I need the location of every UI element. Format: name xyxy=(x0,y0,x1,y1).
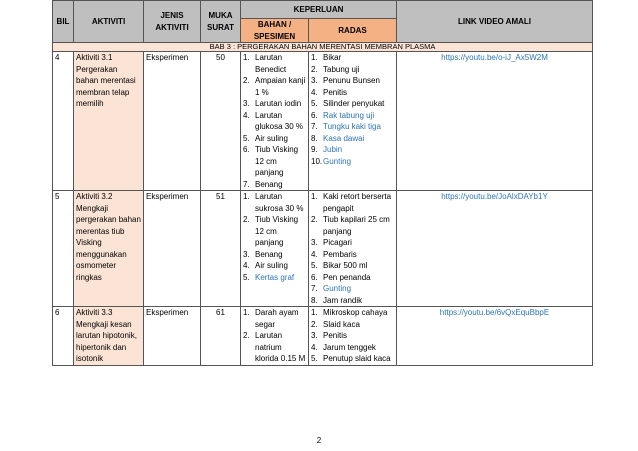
radas-list xyxy=(311,52,394,167)
list-item-number: 3. xyxy=(311,331,318,340)
list-item xyxy=(311,75,394,87)
list-item-number: 5. xyxy=(243,133,250,143)
list-item xyxy=(311,342,394,354)
row-bahan xyxy=(241,307,309,366)
row-jenis: Eksperimen xyxy=(144,307,201,366)
radas-list xyxy=(311,191,394,306)
list-item-text: Kaki retort berserta pengapit xyxy=(323,192,392,213)
list-item-number: 2. xyxy=(311,215,318,224)
list-item-number: 2. xyxy=(243,76,250,85)
list-item-text: Bikar 500 ml xyxy=(323,261,368,270)
row-muka: 61 xyxy=(201,307,241,366)
activities-table xyxy=(52,0,593,366)
bahan-list xyxy=(243,191,306,283)
bahan-list xyxy=(243,52,306,190)
list-item xyxy=(311,307,394,319)
list-item xyxy=(311,237,394,249)
list-item xyxy=(243,110,306,133)
list-item-text: Slaid kaca xyxy=(323,319,360,329)
list-item-text: Silinder penyukat xyxy=(323,99,385,108)
header-link: LINK VIDEO AMALI xyxy=(397,1,593,43)
list-item xyxy=(243,260,306,272)
list-item xyxy=(243,191,306,214)
list-item-text: Bikar xyxy=(323,53,342,62)
list-item xyxy=(243,272,306,284)
list-item-text: Larutan Benedict xyxy=(255,53,287,74)
list-item-text: Jam randik xyxy=(323,295,363,305)
list-item-text: Tiub Visking 12 cm panjang xyxy=(255,145,299,177)
row-bahan xyxy=(241,191,309,307)
list-item-number: 1. xyxy=(311,308,318,317)
list-item xyxy=(311,144,394,156)
list-item xyxy=(243,133,306,145)
list-item-number: 1. xyxy=(243,308,250,317)
list-item-number: 7. xyxy=(243,179,250,189)
list-item-text: Gunting xyxy=(323,156,352,166)
header-radas: RADAS xyxy=(309,19,397,43)
header-jenis: JENIS AKTIVITI xyxy=(144,1,201,43)
list-item-number: 2. xyxy=(243,215,250,224)
list-item xyxy=(311,121,394,133)
row-aktiviti: Aktiviti 3.1 Pergerakan bahan merentasi membran telap memilih xyxy=(74,52,144,191)
row-bil: 5 xyxy=(53,191,74,307)
list-item-number: 6. xyxy=(311,272,318,282)
list-item-text: Kasa dawai xyxy=(323,133,365,143)
list-item-text: Air suling xyxy=(255,133,288,143)
list-item-number: 7. xyxy=(311,122,318,131)
list-item-text: Tiub Visking 12 cm panjang xyxy=(255,215,299,247)
list-item-text: Larutan glukosa 30 % xyxy=(255,110,304,131)
list-item xyxy=(311,249,394,261)
list-item xyxy=(311,283,394,295)
list-item-number: 5. xyxy=(243,272,250,282)
list-item-text: Ampaian kanji 1 % xyxy=(255,76,306,97)
list-item-text: Penutup slaid kaca xyxy=(323,354,391,363)
row-muka: 51 xyxy=(201,191,241,307)
radas-list xyxy=(311,307,394,365)
list-item xyxy=(311,110,394,122)
list-item-number: 8. xyxy=(311,295,318,305)
row-jenis: Eksperimen xyxy=(144,52,201,191)
list-item xyxy=(311,353,394,365)
row-link-cell xyxy=(397,307,593,366)
list-item xyxy=(243,75,306,98)
list-item-text: Benang xyxy=(255,249,283,259)
row-bil: 6 xyxy=(53,307,74,366)
list-item-text: Gunting xyxy=(323,284,352,293)
list-item-number: 5. xyxy=(311,354,318,363)
row-bil: 4 xyxy=(53,52,74,191)
list-item xyxy=(243,144,306,179)
header-bahan: BAHAN / SPESIMEN xyxy=(241,19,309,43)
list-item xyxy=(311,272,394,284)
page-number: 2 xyxy=(316,436,322,445)
list-item-text: Mikroskop cahaya xyxy=(323,308,388,317)
list-item-number: 4. xyxy=(311,249,318,259)
row-aktiviti: Aktiviti 3.2 Mengkaji pergerakan bahan merentas tiub Visking menggunakan osmometer ringkas xyxy=(74,191,144,307)
row-radas xyxy=(309,191,397,307)
list-item xyxy=(311,87,394,99)
list-item-text: Penitis xyxy=(323,331,348,340)
list-item-number: 1. xyxy=(243,53,250,62)
list-item-number: 3. xyxy=(243,99,250,108)
list-item-number: 3. xyxy=(311,238,318,247)
list-item xyxy=(311,214,394,237)
list-item xyxy=(243,98,306,110)
list-item-text: Picagari xyxy=(323,238,352,247)
list-item-text: Penunu Bunsen xyxy=(323,76,380,85)
list-item-text: Air suling xyxy=(255,261,288,270)
list-item-text: Jubin xyxy=(323,145,343,154)
list-item-text: Tungku kaki tiga xyxy=(323,122,381,131)
list-item xyxy=(243,307,306,330)
list-item xyxy=(311,98,394,110)
list-item-number: 4. xyxy=(311,87,318,97)
list-item-number: 9. xyxy=(311,145,318,154)
list-item-text: Jarum tenggek xyxy=(323,342,376,352)
row-radas xyxy=(309,307,397,366)
list-item-number: 4. xyxy=(311,342,318,352)
bahan-list xyxy=(243,307,306,365)
list-item-text: Rak tabung uji xyxy=(323,110,375,120)
list-item-number: 6. xyxy=(311,110,318,120)
list-item-text: Larutan sukrosa 30 % xyxy=(255,192,304,213)
list-item-number: 1. xyxy=(311,53,318,62)
table-row xyxy=(53,307,593,366)
video-link[interactable]: https://youtu.be/JoAlxDAYb1Y xyxy=(441,192,548,201)
row-radas xyxy=(309,52,397,191)
list-item xyxy=(243,249,306,261)
list-item-number: 8. xyxy=(311,133,318,143)
table-row xyxy=(53,52,593,191)
list-item xyxy=(243,214,306,249)
list-item-number: 4. xyxy=(243,110,250,120)
list-item-text: Pembaris xyxy=(323,249,357,259)
list-item-number: 5. xyxy=(311,261,318,270)
header-keperluan: KEPERLUAN xyxy=(241,1,397,19)
list-item-number: 1. xyxy=(311,192,318,201)
header-muka: MUKA SURAT xyxy=(201,1,241,43)
list-item xyxy=(311,191,394,214)
row-link-cell xyxy=(397,52,593,191)
list-item-number: 2. xyxy=(243,331,250,340)
list-item-text: Tiub kapilari 25 cm panjang xyxy=(323,215,390,236)
list-item-text: Penitis xyxy=(323,87,348,97)
list-item-text: Larutan natrium klorida 0.15 M xyxy=(255,331,306,363)
list-item-text: Larutan iodin xyxy=(255,99,302,108)
list-item-number: 2. xyxy=(311,319,318,329)
list-item xyxy=(311,52,394,64)
list-item-number: 1. xyxy=(243,192,250,201)
header-bil: BIL xyxy=(53,1,74,43)
row-link-cell xyxy=(397,191,593,307)
list-item-text: Benang xyxy=(255,179,283,189)
list-item-number: 7. xyxy=(311,284,318,293)
row-muka: 50 xyxy=(201,52,241,191)
list-item-number: 3. xyxy=(243,249,250,259)
list-item-number: 10. xyxy=(311,156,323,166)
list-item-number: 3. xyxy=(311,76,318,85)
list-item-number: 6. xyxy=(243,145,250,154)
row-jenis: Eksperimen xyxy=(144,191,201,307)
list-item xyxy=(311,260,394,272)
table-row xyxy=(53,191,593,307)
video-link[interactable]: https://youtu.be/o-iJ_Ax5W2M xyxy=(441,53,548,62)
list-item xyxy=(311,319,394,331)
list-item xyxy=(311,295,394,307)
video-link[interactable]: https://youtu.be/6vQxEquBbpE xyxy=(439,308,550,317)
list-item xyxy=(311,64,394,76)
list-item xyxy=(311,133,394,145)
header-aktiviti: AKTIVITI xyxy=(74,1,144,43)
list-item-text: Pen penanda xyxy=(323,272,371,282)
list-item-text: Darah ayam segar xyxy=(255,308,299,329)
row-bahan xyxy=(241,52,309,191)
list-item xyxy=(243,179,306,191)
list-item-number: 2. xyxy=(311,64,318,74)
list-item-text: Kertas graf xyxy=(255,272,295,282)
list-item-text: Tabung uji xyxy=(323,64,360,74)
list-item-number: 4. xyxy=(243,261,250,270)
list-item-number: 5. xyxy=(311,99,318,108)
list-item xyxy=(243,52,306,75)
row-aktiviti: Aktiviti 3.3 Mengkaji kesan larutan hipotonik, hipertonik dan isotonik xyxy=(74,307,144,366)
chapter-title: BAB 3 : PERGERAKAN BAHAN MERENTASI MEMBRAN PLASMA xyxy=(53,43,593,52)
list-item xyxy=(243,330,306,365)
list-item xyxy=(311,330,394,342)
list-item xyxy=(311,156,394,168)
